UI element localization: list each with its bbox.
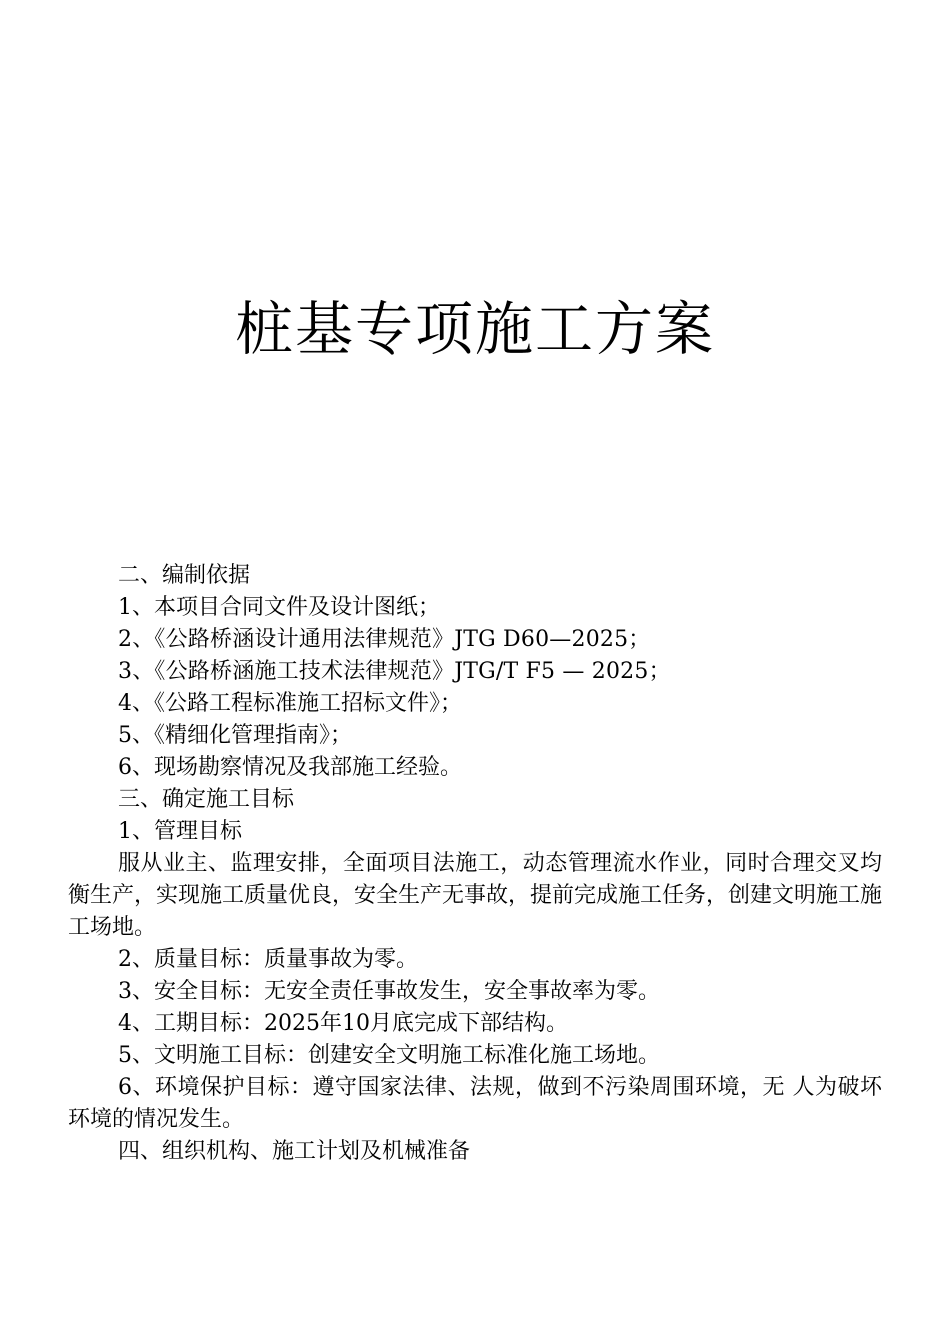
basis-item-6: 6、现场勘察情况及我部施工经验。 (118, 755, 462, 780)
section-heading-organization: 四、组织机构、施工计划及机械准备 (118, 1139, 471, 1164)
goal-management-heading: 1、管理目标 (118, 819, 242, 844)
section-heading-goals: 三、确定施工目标 (118, 787, 295, 812)
document-body (68, 560, 882, 1168)
basis-item-3: 3、《公路桥涵施工技术法律规范》JTG/T F5 — 2025； (118, 659, 671, 684)
basis-item-2: 2、《公路桥涵设计通用法律规范》JTG D60—2025； (118, 627, 651, 652)
document-title: 桩基专项施工方案 (234, 295, 715, 363)
goal-safety: 3、安全目标：无安全责任事故发生，安全事故率为零。 (118, 979, 660, 1004)
goal-quality: 2、质量目标：质量事故为零。 (118, 947, 418, 972)
basis-item-1: 1、本项目合同文件及设计图纸； (118, 595, 440, 620)
goal-environment: 6、环境保护目标：遵守国家法律、法规，做到不污染周围环境，无 人为破坏环境的情况发生。 (68, 1075, 882, 1132)
section-heading-basis: 二、编制依据 (118, 563, 251, 588)
basis-item-4: 4、《公路工程标准施工招标文件》； (118, 691, 462, 716)
goal-schedule: 4、工期目标：2025年10月底完成下部结构。 (118, 1011, 568, 1036)
goal-management-text: 服从业主、监理安排，全面项目法施工，动态管理流水作业，同时合理交叉均衡生产，实现施工质量优良，安全生产无事故，提前完成施工任务，创建文明施工施工场地。 (68, 851, 883, 940)
goal-civilized-construction: 5、文明施工目标：创建安全文明施工标准化施工场地。 (118, 1043, 660, 1068)
basis-item-5: 5、《精细化管理指南》； (118, 723, 352, 748)
